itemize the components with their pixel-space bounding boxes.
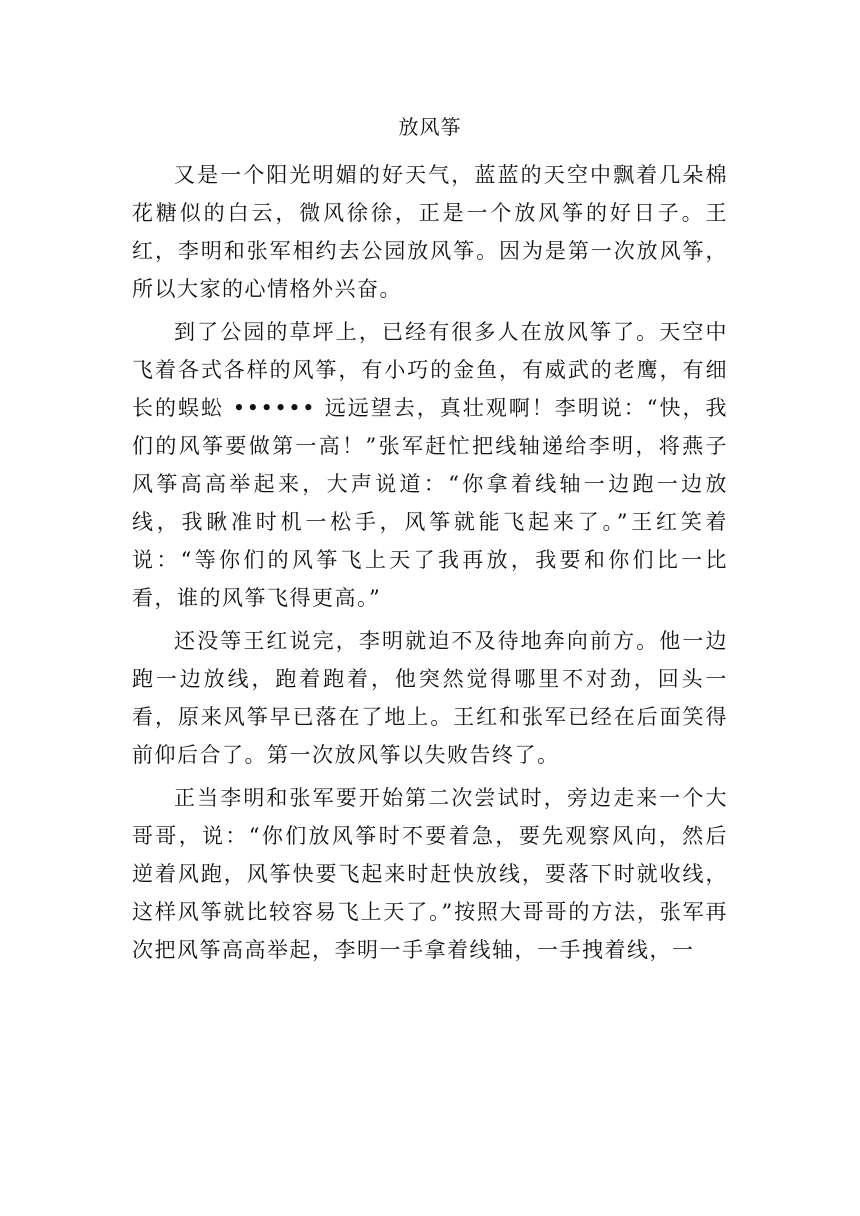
paragraph-4: 正当李明和张军要开始第二次尝试时，旁边走来一个大哥哥，说：“你们放风筝时不要着急，要先观察风向，然后逆着风跑，风筝快要飞起来时赶快放线，要落下时就收线，这样风筝就比较容易飞上天了。”按照大哥哥的方法，张军再次把风筝高高举起，李明一手拿着线轴，一手拽着线，一 (132, 786, 728, 962)
paragraph-2: 到了公园的草坪上，已经有很多人在放风筝了。天空中飞着各式各样的风筝，有小巧的金鱼，有威武的老鹰，有细长的蜈蚣 •••••• 远远望去，真壮观啊！李明说：“快，我们的风筝要做第一高！”张军赶忙把线轴递给李明，将燕子风筝高高举起来，大声说道：“你拿着线轴一边跑一边放线，我瞅准时机一松手，风筝就能飞起来了。”王红笑着说：“等你们的风筝飞上天了我再放，我要和你们比一比看，谁的风筝飞得更高。” (132, 320, 728, 610)
paragraph-3: 还没等王红说完，李明就迫不及待地奔向前方。他一边跑一边放线，跑着跑着，他突然觉得哪里不对劲，回头一看，原来风筝早已落在了地上。王红和张军已经在后面笑得前仰后合了。第一次放风筝以失败告终了。 (132, 629, 728, 767)
paragraph-1: 又是一个阳光明媚的好天气，蓝蓝的天空中飘着几朵棉花糖似的白云，微风徐徐，正是一个放风筝的好日子。王红，李明和张军相约去公园放风筝。因为是第一次放风筝，所以大家的心情格外兴奋。 (132, 163, 728, 301)
document-body (132, 156, 728, 974)
document-title: 放风筝 (398, 115, 462, 139)
